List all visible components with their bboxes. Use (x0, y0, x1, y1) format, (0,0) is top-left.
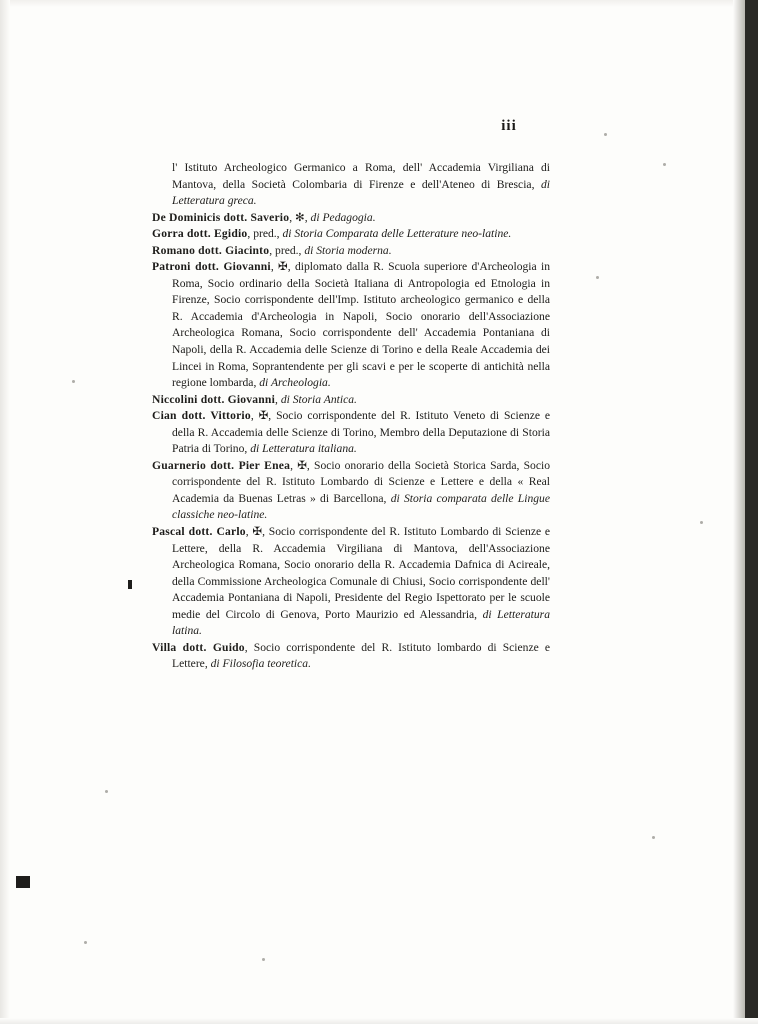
entry-decoration: , ✠, (290, 458, 314, 472)
list-item (152, 259, 550, 391)
entry-decoration: , ✠, (250, 409, 277, 423)
scan-speck (262, 958, 265, 961)
entry-subject: di Storia moderna. (304, 243, 392, 257)
list-item (152, 226, 550, 243)
list-item (152, 408, 550, 458)
entry-subject: di Storia Comparata delle Letterature neo-latine. (282, 227, 512, 241)
entry-body: Socio corrispondente del R. Istituto Veneto di Scienze e della R. Accademia delle Scienze di Torino, Membro della Deputazione di Storia Patria di Torino, (172, 409, 551, 456)
list-item (152, 392, 550, 409)
page-edge-top (0, 0, 758, 7)
entry-name: Gorra dott. Egidio (152, 227, 248, 241)
page-edge-right-dark (745, 0, 758, 1024)
entry-decoration: , (244, 640, 254, 654)
continued-paragraph (152, 160, 550, 210)
continued-paragraph-text: l' Istituto Archeologico Germanico a Roma, dell' Accademia Virgiliana di Mantova, della Società Colombaria di Firenze e dell'Ateneo di Brescia, (172, 161, 550, 191)
page-edge-bottom (0, 1018, 758, 1024)
scan-speck (84, 941, 87, 944)
entry-decoration: , ✠, (270, 260, 295, 274)
scan-speck (72, 380, 75, 383)
entry-name: Niccolini dott. Giovanni (152, 392, 276, 406)
scan-speck (105, 790, 108, 793)
entry-subject: di Pedagogia. (310, 210, 376, 224)
entry-body: Socio corrispondente del R. Istituto lombardo di Scienze e Lettere, (172, 640, 550, 671)
entry-name: Villa dott. Guido (152, 640, 245, 654)
entry-name: Pascal dott. Carlo (152, 525, 246, 539)
entry-body: Socio corrispondente del R. Istituto Lombardo di Scienze e Lettere, della R. Accademia Virgiliana di Mantova, dell'Associazione Archeologica Romana, Socio onorario della R. Accademia Dafnica di Acireale, della Commissione Archeologica Comunale di Chiusi, Socio corrispondente dell' Accademia Pontaniana di Napoli, Presidente del Regio Ispettorato per le scuole medie del Circolo di Genova, Porto Maurizio ed Alessandria, (172, 525, 550, 621)
entry-name: De Dominicis dott. Saverio (152, 210, 290, 224)
entry-name: Romano dott. Giacinto (152, 243, 270, 257)
list-item (152, 243, 550, 260)
entry-subject: di Letteratura latina. (172, 607, 550, 638)
folio-number (0, 118, 758, 135)
entry-subject: di Filosofia teoretica. (210, 657, 311, 671)
scan-speck (700, 521, 703, 524)
list-item (152, 458, 550, 524)
entry-body: Socio onorario della Società Storica Sarda, Socio corrispondente del R. Istituto Lombardo di Scienze e Lettere e della « Real Academia da Buenas Letras » di Barcellona, (172, 458, 550, 505)
list-item (152, 524, 550, 640)
entry-decoration: , (275, 392, 281, 406)
entry-name: Cian dott. Vittorio (152, 409, 251, 423)
list-item (152, 210, 550, 227)
entry-decoration: , pred., (269, 243, 305, 257)
continued-paragraph-subject: di Letteratura greca. (172, 177, 550, 208)
folio-number-text: iii (501, 118, 517, 134)
entry-name: Guarnerio dott. Pier Enea (152, 458, 291, 472)
scan-speck (663, 163, 666, 166)
entry-body: diplomato dalla R. Scuola superiore d'Archeologia in Roma, Socio ordinario della Società Italiana di Antropologia ed Etnologia in Firenze, Socio corrispondente dell'Imp. Istituto archeologico germanico e della R. Accademia d'Archeologia in Napoli, Socio onorario dell'Associazione Archeologica Romana, Socio corrispondente dell' Accademia Pontaniana di Napoli, della R. Accademia delle Scienze di Torino e della Reale Accademia dei Lincei in Roma, Soprantendente per gli scavi e per le scoperte di antichità nella regione lombarda, (172, 260, 551, 390)
list-item (152, 640, 550, 673)
scan-artifact (16, 876, 30, 888)
page-edge-right-shadow (733, 0, 745, 1024)
entry-decoration: , ✻, (289, 210, 311, 224)
entry-decoration: , ✠, (245, 525, 269, 539)
page-text-body (152, 160, 550, 673)
entry-subject: di Storia Antica. (280, 392, 357, 406)
scan-speck (596, 276, 599, 279)
entry-subject: di Letteratura italiana. (250, 442, 357, 456)
scan-speck (652, 836, 655, 839)
scan-artifact (128, 580, 132, 589)
page-edge-left (0, 0, 10, 1024)
entry-decoration: , pred., (247, 227, 283, 241)
entry-subject: di Storia comparata delle Lingue classiche neo-latine. (172, 491, 551, 522)
entry-subject: di Archeologia. (259, 376, 331, 390)
entry-name: Patroni dott. Giovanni (152, 260, 271, 274)
